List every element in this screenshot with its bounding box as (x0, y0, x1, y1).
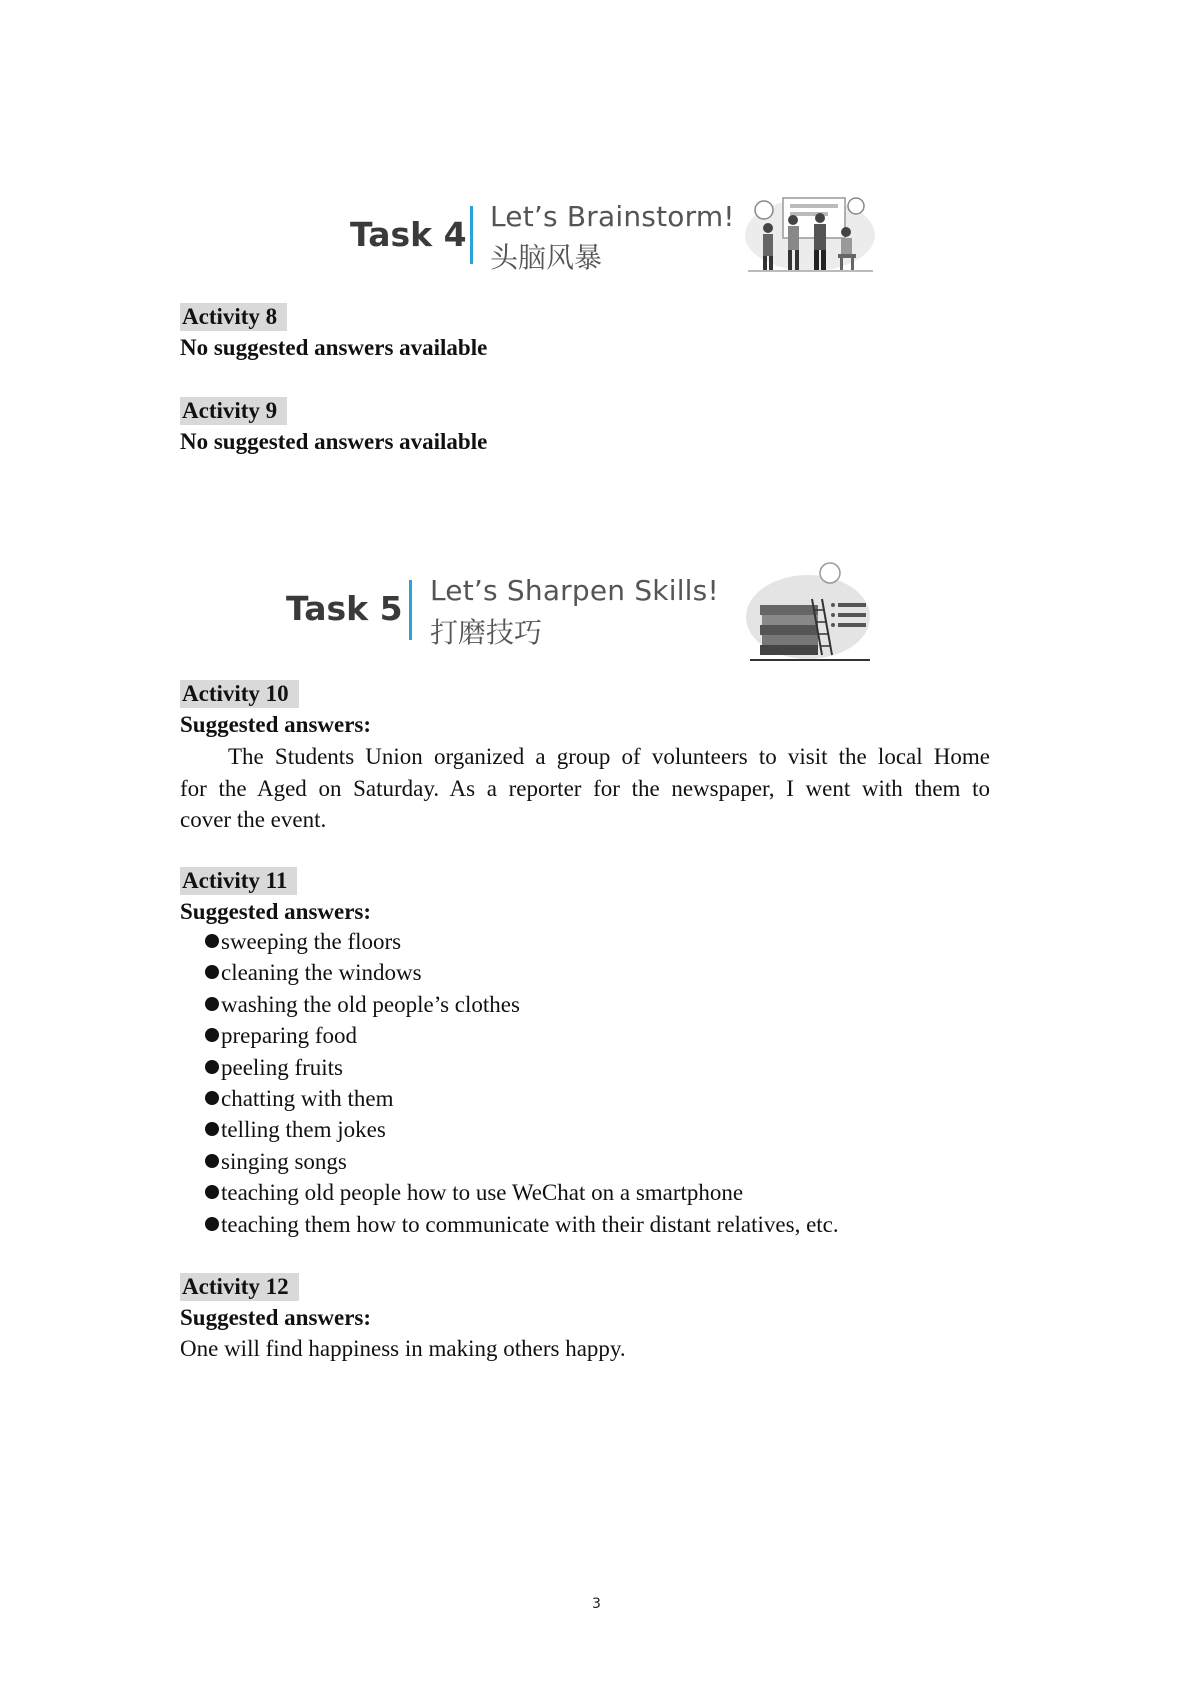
task5-title-en: Let’s Sharpen Skills! (430, 574, 719, 607)
activity12-label: Activity 12 (180, 1273, 299, 1301)
activity8-answer: No suggested answers available (180, 335, 488, 360)
bullet-icon (205, 1217, 219, 1231)
list-item: singing songs (205, 1146, 839, 1177)
activity11-list (205, 926, 839, 1240)
activity8-label: Activity 8 (180, 303, 287, 331)
bullet-icon (205, 965, 219, 979)
list-item: washing the old people’s clothes (205, 989, 839, 1020)
bullet-icon (205, 934, 219, 948)
bullet-icon (205, 1185, 219, 1199)
activity10-paragraph (180, 741, 990, 836)
task5-divider (409, 580, 412, 640)
paragraph-line: cover the event. (180, 807, 327, 832)
list-item: sweeping the floors (205, 926, 839, 957)
activity12-answer: One will find happiness in making others happy. (180, 1336, 626, 1361)
list-item: telling them jokes (205, 1114, 839, 1145)
bullet-icon (205, 1154, 219, 1168)
task5-label: Task 5 (286, 589, 403, 628)
brainstorm-people-illustration (738, 180, 878, 275)
activity12-heading: Suggested answers: (180, 1305, 372, 1330)
bullet-icon (205, 1122, 219, 1136)
bullet-icon (205, 1091, 219, 1105)
activity11-heading: Suggested answers: (180, 899, 372, 924)
activity9-label: Activity 9 (180, 397, 287, 425)
bullet-icon (205, 997, 219, 1011)
task4-title-cn: 头脑风暴 (490, 241, 603, 274)
list-item: cleaning the windows (205, 957, 839, 988)
list-item: teaching old people how to use WeChat on a smartphone (205, 1177, 839, 1208)
activity9-answer: No suggested answers available (180, 429, 488, 454)
paragraph-line: The Students Union organized a group of volunteers to visit the local Home (228, 744, 990, 769)
bullet-icon (205, 1060, 219, 1074)
activity10-label: Activity 10 (180, 680, 299, 708)
activity10-heading: Suggested answers: (180, 712, 372, 737)
list-item: chatting with them (205, 1083, 839, 1114)
task5-banner (278, 555, 878, 665)
task4-banner (340, 180, 900, 290)
activity11-label: Activity 11 (180, 867, 297, 895)
task5-title-cn: 打磨技巧 (430, 616, 543, 649)
bullet-icon (205, 1028, 219, 1042)
list-item: teaching them how to communicate with their distant relatives, etc. (205, 1209, 839, 1240)
task4-divider (470, 206, 473, 264)
list-item: preparing food (205, 1020, 839, 1051)
list-item: peeling fruits (205, 1052, 839, 1083)
page-number: 3 (592, 1596, 601, 1612)
task4-label: Task 4 (350, 215, 467, 254)
paragraph-line: for the Aged on Saturday. As a reporter for the newspaper, I went with them to (180, 775, 990, 801)
books-ladder-illustration (730, 555, 880, 665)
task4-title-en: Let’s Brainstorm! (490, 200, 735, 233)
